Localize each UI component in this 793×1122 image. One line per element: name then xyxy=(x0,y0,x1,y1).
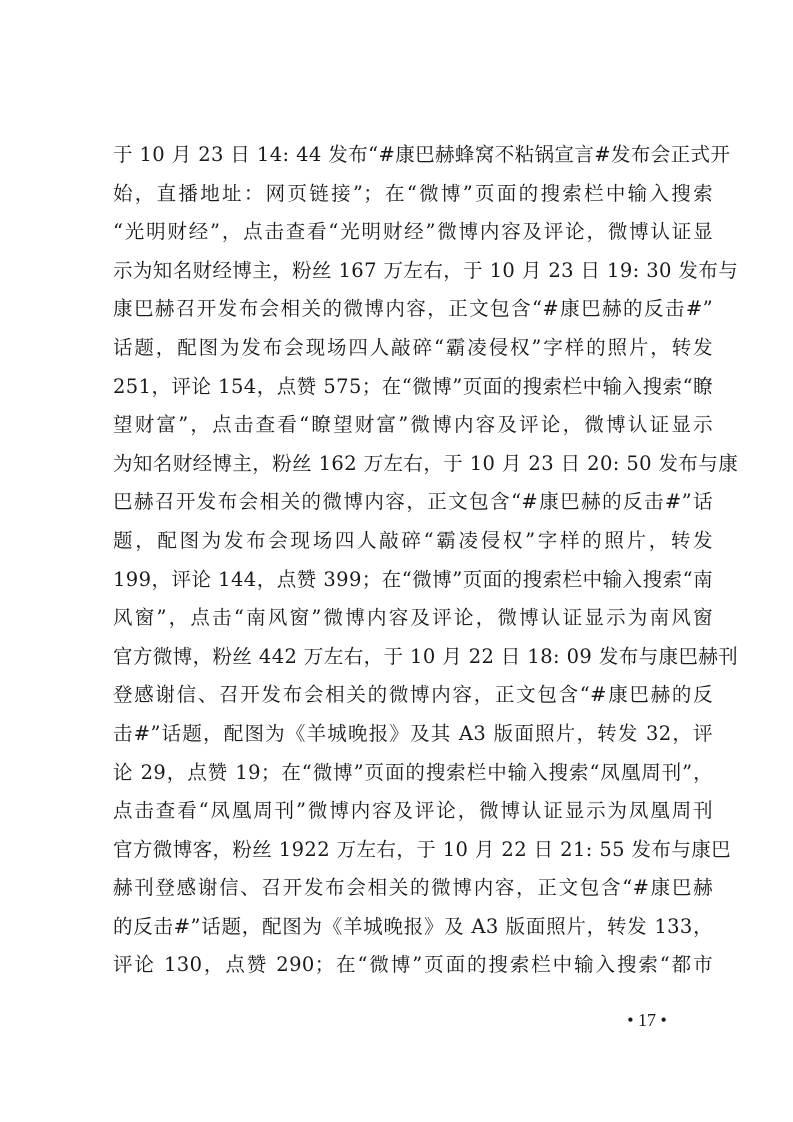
text-line: 巴赫召开发布会相关的微博内容，正文包含“#康巴赫的反击#”话 xyxy=(113,490,713,514)
text-line: “光明财经”，点击查看“光明财经”微博内容及评论，微博认证显 xyxy=(113,220,713,244)
text-line: 论 29，点赞 19；在“微博”页面的搜索栏中输入搜索“凤凰周刊”， xyxy=(113,760,713,784)
text-line: 击#”话题，配图为《羊城晚报》及其 A3 版面照片，转发 32，评 xyxy=(113,721,713,745)
text-line: 官方微博，粉丝 442 万左右，于 10 月 22 日 18: 09 发布与康巴赫刊 xyxy=(113,644,739,668)
body-text xyxy=(113,136,739,985)
text-line: 评论 130，点赞 290；在“微博”页面的搜索栏中输入搜索“都市 xyxy=(113,953,713,977)
text-line: 望财富”，点击查看“瞭望财富”微博内容及评论，微博认证显示 xyxy=(113,413,713,437)
text-line: 话题，配图为发布会现场四人敲碎“霸凌侵权”字样的照片，转发 xyxy=(113,335,713,359)
text-line: 的反击#”话题，配图为《羊城晚报》及 A3 版面照片，转发 133， xyxy=(113,914,713,938)
text-line: 199，评论 144，点赞 399；在“微博”页面的搜索栏中输入搜索“南 xyxy=(113,567,713,591)
text-line: 为知名财经博主，粉丝 162 万左右，于 10 月 23 日 20: 50 发布与康 xyxy=(113,451,739,475)
text-line: 风窗”，点击“南风窗”微博内容及评论，微博认证显示为南风窗 xyxy=(113,606,713,630)
page-number: • 17 • xyxy=(627,1010,667,1030)
text-line: 始，直播地址：网页链接”；在“微博”页面的搜索栏中输入搜索 xyxy=(113,181,713,205)
text-line: 康巴赫召开发布会相关的微博内容，正文包含“#康巴赫的反击#” xyxy=(113,297,713,321)
text-line: 官方微博客，粉丝 1922 万左右，于 10 月 22 日 21: 55 发布与康巴 xyxy=(113,837,732,861)
text-line: 251，评论 154，点赞 575；在“微博”页面的搜索栏中输入搜索“瞭 xyxy=(113,374,713,398)
text-line: 示为知名财经博主，粉丝 167 万左右，于 10 月 23 日 19: 30 发布与 xyxy=(113,258,739,282)
text-line: 赫刊登感谢信、召开发布会相关的微博内容，正文包含“#康巴赫 xyxy=(113,876,713,900)
text-line: 题，配图为发布会现场四人敲碎“霸凌侵权”字样的照片，转发 xyxy=(113,528,713,552)
text-line: 点击查看“凤凰周刊”微博内容及评论，微博认证显示为凤凰周刊 xyxy=(113,799,713,823)
text-line: 登感谢信、召开发布会相关的微博内容，正文包含“#康巴赫的反 xyxy=(113,683,713,707)
text-line: 于 10 月 23 日 14: 44 发布“#康巴赫蜂窝不粘锅宣言#发布会正式开 xyxy=(113,143,731,166)
